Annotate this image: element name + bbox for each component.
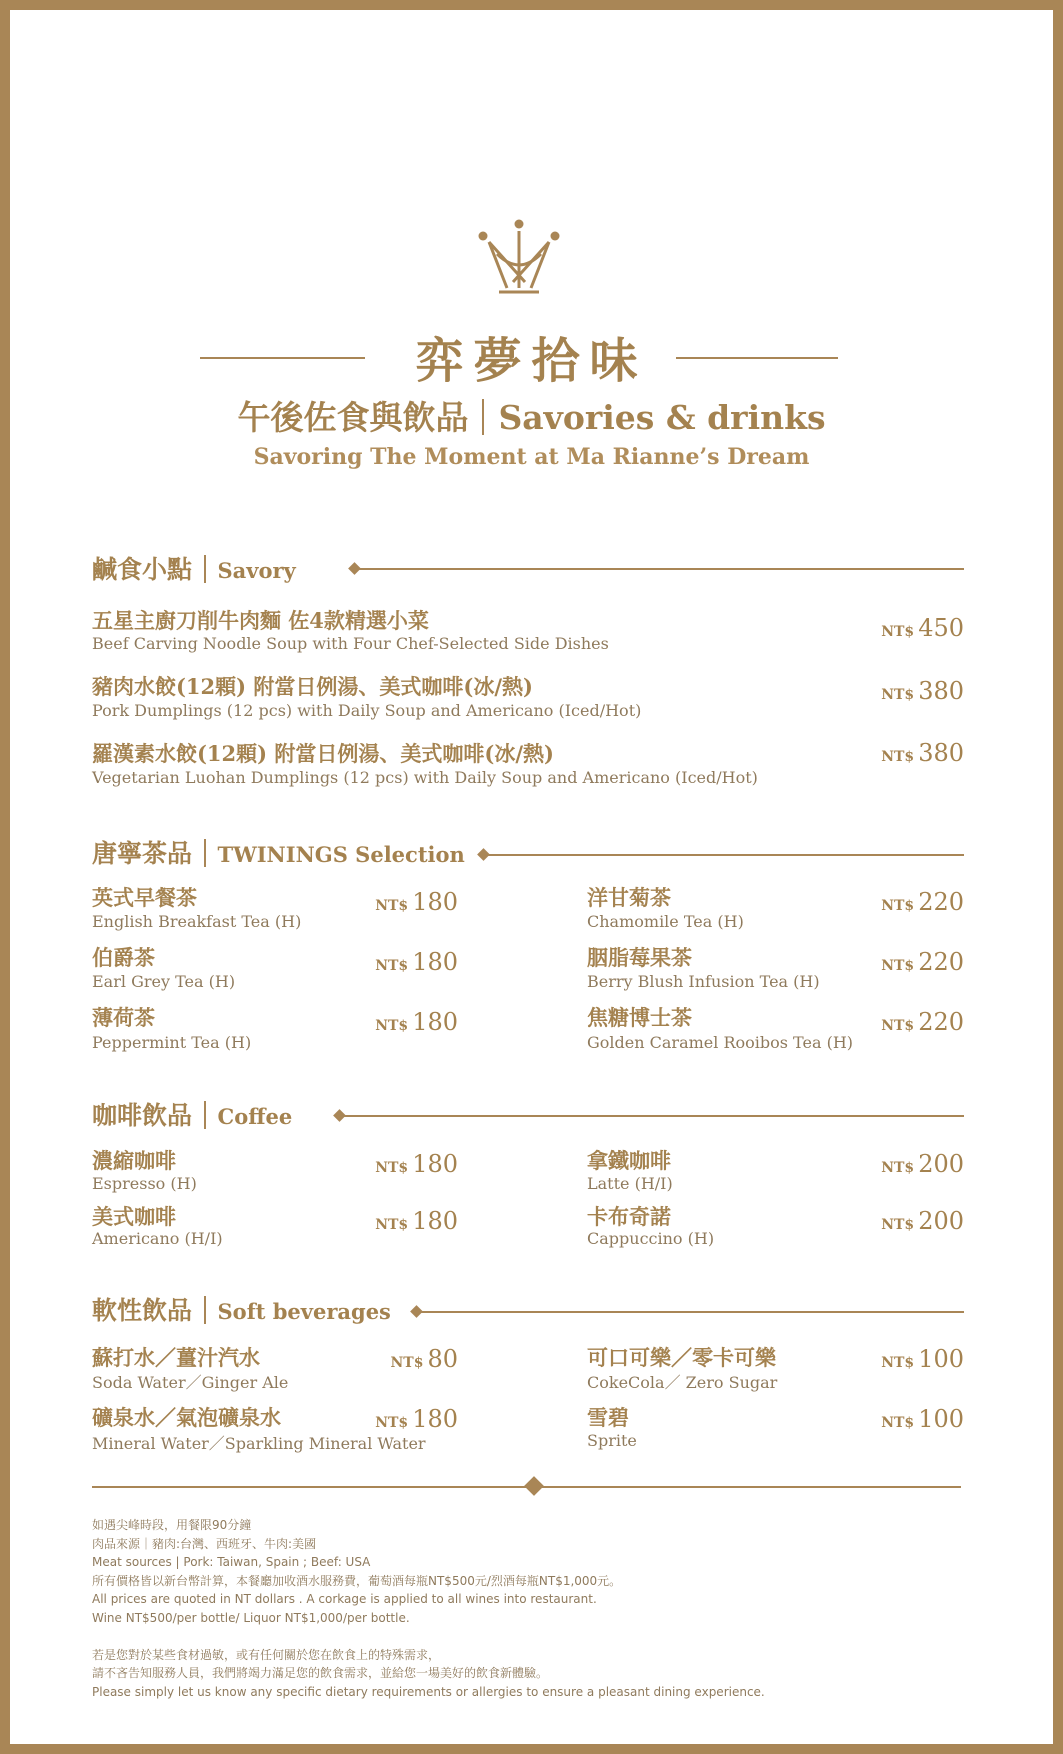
- section-title-zh: 咖啡飲品: [92, 1101, 193, 1130]
- menu-item-name-zh: 伯爵茶: [92, 945, 155, 970]
- menu-item-name-en: Americano (H/I): [92, 1229, 223, 1248]
- note-line: 請不吝告知服務人員，我們將竭力滿足您的飲食需求，並給您一場美好的飲食新體驗。: [92, 1666, 549, 1680]
- menu-item-price: NT$ 200: [881, 1207, 964, 1235]
- note-line: Please simply let us know any specific dietary requirements or allergies to ensure a pleasant dining experience.: [92, 1684, 765, 1699]
- menu-item-price: NT$ 220: [881, 1008, 964, 1036]
- menu-item-name-en: Earl Grey Tea (H): [92, 972, 236, 991]
- menu-item-name-en: Peppermint Tea (H): [92, 1033, 252, 1052]
- menu-item-name-zh: 礦泉水／氣泡礦泉水: [92, 1405, 281, 1430]
- menu-item-name-en: Sprite: [587, 1431, 637, 1450]
- section-title-zh: 鹹食小點: [92, 555, 193, 584]
- menu-item-name-zh: 豬肉水餃(12顆) 附當日例湯、美式咖啡(冰/熱): [92, 674, 533, 699]
- subtitle-divider: [482, 399, 484, 435]
- menu-item-name-en: Chamomile Tea (H): [587, 912, 744, 931]
- page-subtitle: [0, 392, 1063, 439]
- subtitle-zh: 午後佐食與飲品: [237, 398, 469, 437]
- menu-item-price: NT$ 180: [375, 1405, 458, 1433]
- note-line: 如遇尖峰時段，用餐限90分鐘: [92, 1518, 252, 1532]
- menu-item-name-zh: 羅漢素水餃(12顆) 附當日例湯、美式咖啡(冰/熱): [92, 741, 554, 766]
- menu-item-name-zh: 焦糖博士茶: [587, 1005, 692, 1030]
- menu-item-name-zh: 拿鐵咖啡: [587, 1148, 671, 1173]
- section-divider: [204, 1296, 206, 1324]
- restaurant-title: 弈夢拾味: [415, 333, 648, 389]
- section-header-tea: [92, 834, 465, 870]
- menu-item-price: NT$ 450: [881, 614, 964, 642]
- menu-item-name-en: Beef Carving Noodle Soup with Four Chef-Selected Side Dishes: [92, 634, 609, 653]
- section-header-soft-beverages: [92, 1291, 391, 1327]
- note-line: Wine NT$500/per bottle/ Liquor NT$1,000/per bottle.: [92, 1610, 410, 1625]
- menu-item-name-zh: 雪碧: [587, 1405, 629, 1430]
- section-title-zh: 軟性飲品: [92, 1296, 193, 1325]
- section-rule: [418, 1311, 964, 1313]
- note-line: All prices are quoted in NT dollars . A corkage is applied to all wines into restaurant.: [92, 1592, 597, 1606]
- menu-item-name-en: English Breakfast Tea (H): [92, 912, 302, 931]
- note-spacer: [92, 1627, 765, 1646]
- menu-item-price: NT$ 180: [375, 1008, 458, 1036]
- section-divider: [204, 839, 206, 867]
- menu-item-price: NT$ 220: [881, 888, 964, 916]
- menu-item-name-zh: 胭脂莓果茶: [587, 945, 692, 970]
- menu-item-name-en: Vegetarian Luohan Dumplings (12 pcs) with Daily Soup and Americano (Iced/Hot): [92, 768, 758, 787]
- note-line: 若是您對於某些食材過敏，或有任何關於您在飲食上的特殊需求，: [92, 1647, 441, 1662]
- menu-item-name-zh: 英式早餐茶: [92, 885, 197, 910]
- section-rule: [485, 854, 964, 856]
- section-divider: [204, 555, 206, 583]
- menu-item-name-zh: 濃縮咖啡: [92, 1148, 176, 1173]
- section-title-en: Coffee: [217, 1104, 293, 1129]
- menu-item-price: NT$ 200: [881, 1150, 964, 1178]
- menu-item-price: NT$ 380: [881, 739, 964, 767]
- section-title-en: Savory: [217, 558, 296, 583]
- footer-notes: [92, 1516, 765, 1701]
- tagline: Savoring The Moment at Ma Rianne’s Dream: [253, 444, 810, 470]
- menu-item-name-en: Berry Blush Infusion Tea (H): [587, 972, 820, 991]
- note-line: 所有價格皆以新台幣計算，本餐廳加收酒水服務費，葡萄酒每瓶NT$500元/烈酒每瓶NT$1,000元。: [92, 1573, 622, 1588]
- section-title-en: TWININGS Selection: [217, 842, 465, 867]
- menu-item-name-zh: 美式咖啡: [92, 1204, 176, 1229]
- menu-item-price: NT$ 180: [375, 888, 458, 916]
- menu-item-price: NT$ 180: [375, 1207, 458, 1235]
- menu-item-price: NT$ 220: [881, 948, 964, 976]
- section-rule: [341, 1115, 964, 1117]
- section-divider: [204, 1101, 206, 1129]
- menu-item-price: NT$ 100: [881, 1405, 964, 1433]
- crown-logo-icon: [477, 218, 561, 298]
- menu-item-price: NT$ 80: [390, 1345, 458, 1373]
- menu-item-name-en: Latte (H/I): [587, 1174, 673, 1193]
- menu-item-price: NT$ 180: [375, 948, 458, 976]
- menu-item-name-en: Mineral Water／Sparkling Mineral Water: [92, 1434, 426, 1453]
- menu-item-name-en: CokeCola／ Zero Sugar: [587, 1373, 778, 1392]
- section-header-savory: [92, 550, 296, 586]
- menu-item-name-zh: 五星主廚刀削牛肉麵 佐4款精選小菜: [92, 608, 429, 633]
- note-line: Meat sources | Pork: Taiwan, Spain ; Beef: USA: [92, 1555, 371, 1569]
- menu-item-name-en: Espresso (H): [92, 1174, 197, 1193]
- menu-item-name-zh: 薄荷茶: [92, 1005, 155, 1030]
- menu-item-name-en: Cappuccino (H): [587, 1229, 715, 1248]
- menu-item-name-zh: 蘇打水／薑汁汽水: [92, 1345, 260, 1370]
- menu-item-name-en: Soda Water／Ginger Ale: [92, 1373, 289, 1392]
- section-header-coffee: [92, 1096, 292, 1132]
- menu-item-name-en: Pork Dumplings (12 pcs) with Daily Soup and Americano (Iced/Hot): [92, 701, 642, 720]
- section-rule: [356, 568, 964, 570]
- subtitle-en: Savories & drinks: [498, 398, 826, 437]
- menu-item-name-zh: 卡布奇諾: [587, 1204, 671, 1229]
- note-line: 肉品來源｜豬肉:台灣、西班牙、牛肉:美國: [92, 1536, 317, 1551]
- menu-item-name-zh: 洋甘菊茶: [587, 885, 671, 910]
- section-title-zh: 唐寧茶品: [92, 839, 193, 868]
- menu-item-name-en: Golden Caramel Rooibos Tea (H): [587, 1033, 854, 1052]
- menu-item-price: NT$ 180: [375, 1150, 458, 1178]
- menu-item-price: NT$ 100: [881, 1345, 964, 1373]
- menu-item-name-zh: 可口可樂／零卡可樂: [587, 1345, 776, 1370]
- section-title-en: Soft beverages: [217, 1299, 391, 1324]
- menu-item-price: NT$ 380: [881, 677, 964, 705]
